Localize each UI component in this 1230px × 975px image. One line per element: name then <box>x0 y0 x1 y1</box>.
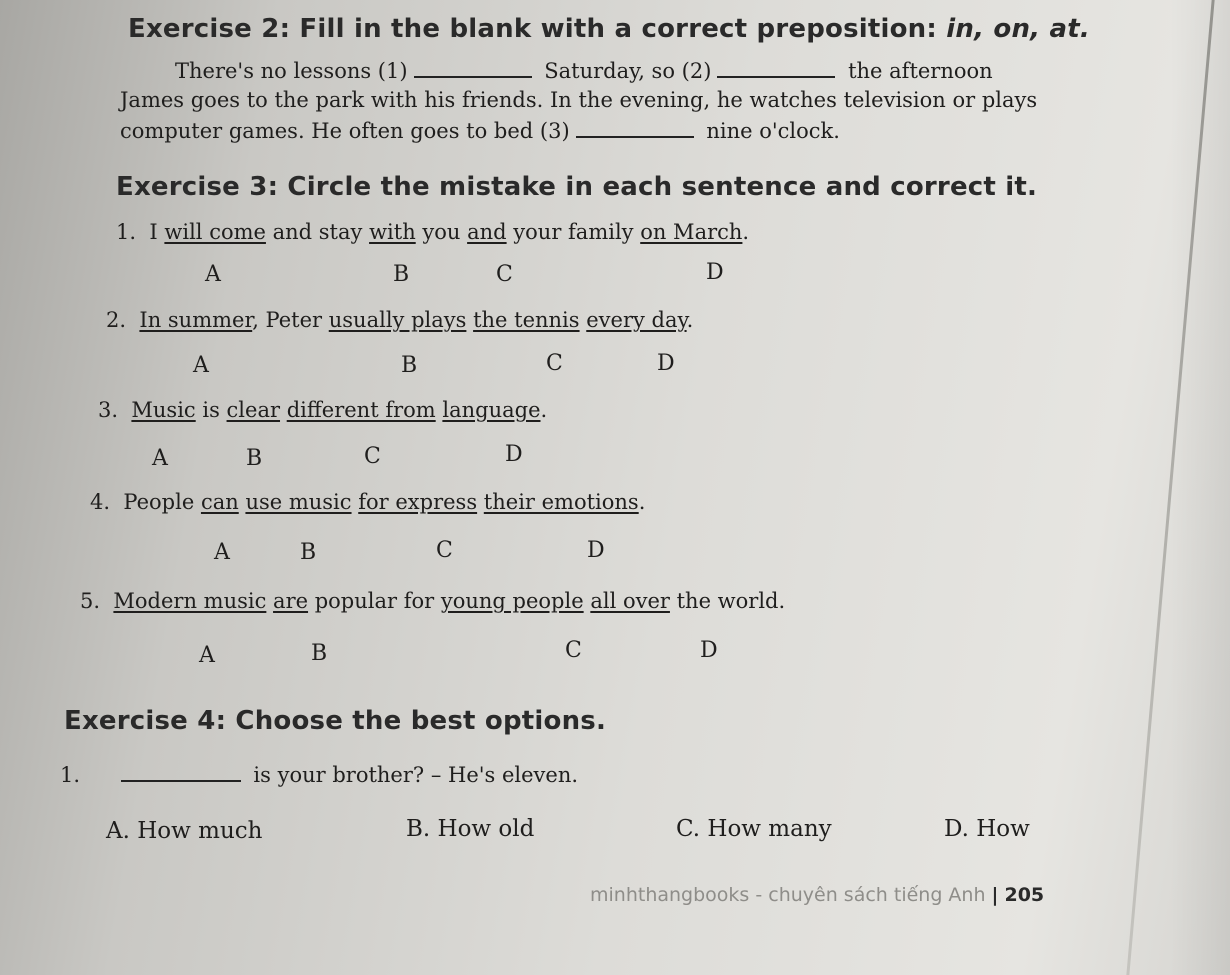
ex3-4-letter-a: A <box>214 540 230 565</box>
option-a-underline[interactable]: Music <box>131 398 196 422</box>
text: . <box>540 398 548 422</box>
option-b-underline[interactable]: clear <box>226 398 281 422</box>
option-d-underline[interactable]: every day <box>586 308 687 332</box>
ex2-text-1c: the afternoon <box>848 59 993 83</box>
ex3-item-1 <box>116 220 749 244</box>
ex3-1-letter-b: B <box>393 262 410 287</box>
ex3-3-letter-d: D <box>505 442 523 467</box>
ex3-3-letter-a: A <box>152 446 168 471</box>
exercise-2-options: in, on, at. <box>946 14 1090 44</box>
option-b-underline[interactable]: use music <box>245 490 352 514</box>
ex3-item-3 <box>98 398 547 422</box>
blank-1[interactable] <box>414 58 532 78</box>
ex3-3-letter-b: B <box>246 446 263 471</box>
exercise-2-line-1 <box>175 58 993 83</box>
text: . <box>638 490 646 514</box>
option-d-underline[interactable]: language <box>442 398 541 422</box>
exercise-3-heading: Exercise 3: Circle the mistake in each sentence and correct it. <box>116 172 1038 202</box>
option-d-underline[interactable]: on March <box>640 220 743 244</box>
text: I <box>149 220 165 244</box>
ex3-5-letter-c: C <box>565 638 582 663</box>
ex4-option-d[interactable]: D. How <box>944 816 1030 842</box>
ex3-3-letter-c: C <box>364 444 381 469</box>
ex3-item-5 <box>80 589 785 613</box>
text: you <box>415 220 468 244</box>
ex3-2-letter-b: B <box>401 353 418 378</box>
blank-3[interactable] <box>576 118 694 138</box>
text: popular for <box>308 589 441 613</box>
text: . <box>686 308 694 332</box>
option-b-underline[interactable]: usually plays <box>328 308 467 332</box>
ex3-2-letter-c: C <box>546 351 563 376</box>
footer-separator: | <box>991 884 999 906</box>
ex3-5-letter-d: D <box>700 638 718 663</box>
ex3-1-letter-a: A <box>205 262 221 287</box>
option-c-underline[interactable]: and <box>467 220 507 244</box>
exercise-2-line-3 <box>120 118 840 143</box>
ex4-option-b[interactable]: B. How old <box>406 816 535 842</box>
item-number: 3. <box>98 398 119 422</box>
page-edge-shadow <box>1170 0 1230 975</box>
option-d-underline[interactable]: all over <box>590 589 670 613</box>
text: People <box>123 490 201 514</box>
option-c-underline[interactable]: the tennis <box>473 308 580 332</box>
option-a-underline[interactable]: Modern music <box>113 589 267 613</box>
item-number: 1. <box>116 220 137 244</box>
text: . <box>742 220 750 244</box>
item-number: 2. <box>106 308 127 332</box>
item-number: 5. <box>80 589 101 613</box>
text: and stay <box>265 220 370 244</box>
ex2-text-3b: nine o'clock. <box>706 119 840 143</box>
option-c-underline[interactable]: for express <box>358 490 478 514</box>
option-d-underline[interactable]: their emotions <box>483 490 639 514</box>
ex3-1-letter-d: D <box>706 260 724 285</box>
ex2-text-3a: computer games. He often goes to bed (3) <box>120 119 570 143</box>
text: your family <box>506 220 641 244</box>
ex3-1-letter-c: C <box>496 262 513 287</box>
option-c-underline[interactable]: different from <box>286 398 436 422</box>
q1-text: is your brother? – He's eleven. <box>253 763 579 787</box>
exercise-2-title: Exercise 2: Fill in the blank with a correct preposition: <box>128 14 937 44</box>
ex2-text-1a: There's no lessons (1) <box>175 59 408 83</box>
ex4-option-a[interactable]: A. How much <box>106 818 263 844</box>
option-c-underline[interactable]: young people <box>440 589 584 613</box>
ex4-option-c[interactable]: C. How many <box>676 816 832 842</box>
ex3-item-4 <box>90 490 645 514</box>
text: the world. <box>669 589 786 613</box>
item-number: 1. <box>60 763 81 787</box>
exercise-2-line-2: James goes to the park with his friends. In the evening, he watches television or plays <box>120 88 1038 112</box>
ex4-question-1 <box>60 762 578 787</box>
ex3-5-letter-b: B <box>311 641 328 666</box>
ex3-2-letter-d: D <box>657 351 675 376</box>
option-a-underline[interactable]: In summer <box>139 308 253 332</box>
option-a-underline[interactable]: will come <box>164 220 266 244</box>
ex2-text-1b: Saturday, so (2) <box>544 59 712 83</box>
ex3-item-2 <box>106 308 693 332</box>
footer-source: minhthangbooks - chuyên sách tiếng Anh <box>590 884 986 906</box>
exercise-2-heading <box>128 14 1090 44</box>
page-number: 205 <box>1004 884 1045 906</box>
exercise-4-heading: Exercise 4: Choose the best options. <box>64 706 607 736</box>
option-b-underline[interactable]: with <box>369 220 416 244</box>
option-b-underline[interactable]: are <box>273 589 309 613</box>
text <box>477 490 484 514</box>
ex3-4-letter-c: C <box>436 538 453 563</box>
ex3-2-letter-a: A <box>193 353 209 378</box>
item-number: 4. <box>90 490 111 514</box>
text <box>280 398 287 422</box>
q1-blank[interactable] <box>121 762 241 782</box>
blank-2[interactable] <box>717 58 835 78</box>
ex3-4-letter-b: B <box>300 540 317 565</box>
page-footer <box>590 884 1044 906</box>
ex3-4-letter-d: D <box>587 538 605 563</box>
text: is <box>195 398 227 422</box>
ex3-5-letter-a: A <box>199 643 215 668</box>
option-a-underline[interactable]: can <box>200 490 239 514</box>
text: , Peter <box>252 308 329 332</box>
